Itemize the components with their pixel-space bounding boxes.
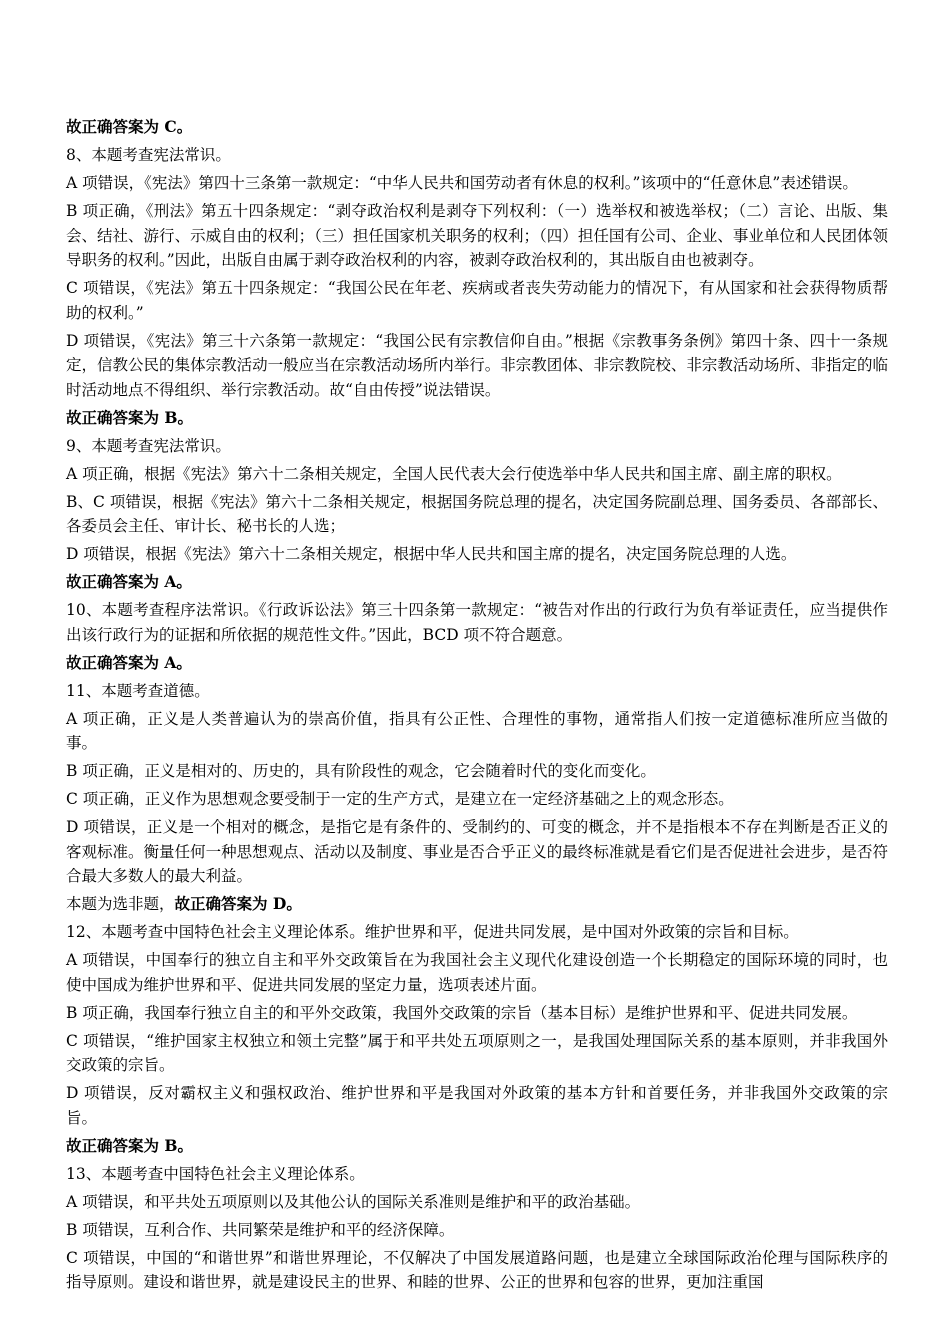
question-10-title: 10、本题考查程序法常识。《行政诉讼法》第三十四条第一款规定：“被告对作出的行政行为负有举证责任，应当提供作出该行政行为的证据和所依据的规范性文件。”因此，BCD 项不符合题意。: [66, 601, 888, 644]
question-9-option-a: A 项正确，根据《宪法》第六十二条相关规定，全国人民代表大会行使选举中华人民共和国主席、副主席的职权。: [66, 464, 842, 483]
question-8-option-d: D 项错误，《宪法》第三十六条第一款规定：“我国公民有宗教信仰自由。”根据《宗教事务条例》第四十条、四十一条规定，信教公民的集体宗教活动一般应当在宗教活动场所内举行。非宗教团体、非宗教院校、非宗教活动场所、非指定的临时活动地点不得组织、举行宗教活动。故“自由传授”说法错误。: [66, 331, 888, 399]
question-12-option-c: C 项错误，“维护国家主权独立和领土完整”属于和平共处五项原则之一，是我国处理国际关系的基本原则，并非我国外交政策的宗旨。: [66, 1031, 888, 1074]
answer-10: 故正确答案为 A。: [66, 652, 192, 672]
question-9-option-d: D 项错误，根据《宪法》第六十二条相关规定，根据中华人民共和国主席的提名，决定国务院总理的人选。: [66, 545, 797, 563]
question-8-option-c: C 项错误，《宪法》第五十四条规定：“我国公民在年老、疾病或者丧失劳动能力的情况下，有从国家和社会获得物质帮助的权利。”: [66, 279, 888, 322]
question-8-option-b: B 项正确，《刑法》第五十四条规定：“剥夺政治权利是剥夺下列权利：（一）选举权和被选举权；（二）言论、出版、集会、结社、游行、示威自由的权利；（三）担任国家机关职务的权利；（四）担任国有公司、企业、事业单位和人民团体领导职务的权利。”因此，出版自由属于剥夺政治权利的内容，被剥夺政治权利的，其出版自由也被剥夺。: [66, 202, 888, 269]
question-11-option-a: A 项正确，正义是人类普遍认为的崇高价值，指具有公正性、合理性的事物，通常指人们按一定道德标准所应当做的事。: [66, 709, 888, 752]
question-8-option-a: A 项错误，《宪法》第四十三条第一款规定：“中华人民共和国劳动者有休息的权利。”该项中的“任意休息”表述错误。: [66, 174, 858, 192]
answer-11-text: 故正确答案为 D。: [174, 894, 302, 913]
question-13-option-b: B 项错误，互利合作、共同繁荣是维护和平的经济保障。: [66, 1220, 455, 1239]
answer-9: 故正确答案为 A。: [66, 572, 192, 591]
question-12-option-d: D 项错误，反对霸权主义和强权政治、维护世界和平是我国对外政策的基本方针和首要任务，并非我国外交政策的宗旨。: [66, 1084, 888, 1127]
question-8-title: 8、本题考查宪法常识。: [66, 146, 231, 164]
question-13-option-c: C 项错误，中国的“和谐世界”和谐世界理论，不仅解决了中国发展道路问题，也是建立全球国际政治伦理与国际秩序的指导原则。建设和谐世界，就是建设民主的世界、和睦的世界、公正的世界和包容的世界，更加注重国: [66, 1248, 888, 1291]
answer-11: [66, 892, 888, 917]
question-12-option-a: A 项错误，中国奉行的独立自主和平外交政策旨在为我国社会主义现代化建设创造一个长期稳定的国际环境的同时，也使中国成为维护世界和平、促进共同发展的坚定力量，选项表述片面。: [66, 951, 888, 994]
question-9-title: 9、本题考查宪法常识。: [66, 436, 231, 455]
question-13-option-a: A 项错误，和平共处五项原则以及其他公认的国际关系准则是维护和平的政治基础。: [66, 1192, 641, 1211]
question-11-title: 11、本题考查道德。: [66, 681, 210, 700]
answer-12: 故正确答案为 B。: [66, 1135, 193, 1155]
question-9-option-bc: B、C 项错误，根据《宪法》第六十二条相关规定，根据国务院总理的提名，决定国务院副总理、国务委员、各部部长、各委员会主任、审计长、秘书长的人选；: [66, 492, 888, 535]
answer-11-prefix: 本题为选非题，: [66, 895, 175, 913]
question-13-title: 13、本题考查中国特色社会主义理论体系。: [66, 1164, 365, 1183]
question-11-option-c: C 项正确，正义作为思想观念要受制于一定的生产方式，是建立在一定经济基础之上的观念形态。: [66, 790, 734, 808]
question-11-option-d: D 项错误，正义是一个相对的概念，是指它是有条件的、受制约的、可变的概念，并不是指根本不存在判断是否正义的客观标准。衡量任何一种思想观点、活动以及制度、事业是否合乎正义的最终标准就是看它们是否促进社会进步，是否符合最大多数人的最大利益。: [66, 818, 888, 885]
answer-8: 故正确答案为 B。: [66, 407, 193, 427]
question-12-title: 12、本题考查中国特色社会主义理论体系。维护世界和平，促进共同发展，是中国对外政策的宗旨和目标。: [66, 923, 799, 941]
question-12-option-b: B 项正确，我国奉行独立自主的和平外交政策，我国外交政策的宗旨（基本目标）是维护世界和平、促进共同发展。: [66, 1003, 858, 1022]
question-11-option-b: B 项正确，正义是相对的、历史的，具有阶段性的观念，它会随着时代的变化而变化。: [66, 762, 656, 780]
answer-7: 故正确答案为 C。: [66, 117, 193, 136]
